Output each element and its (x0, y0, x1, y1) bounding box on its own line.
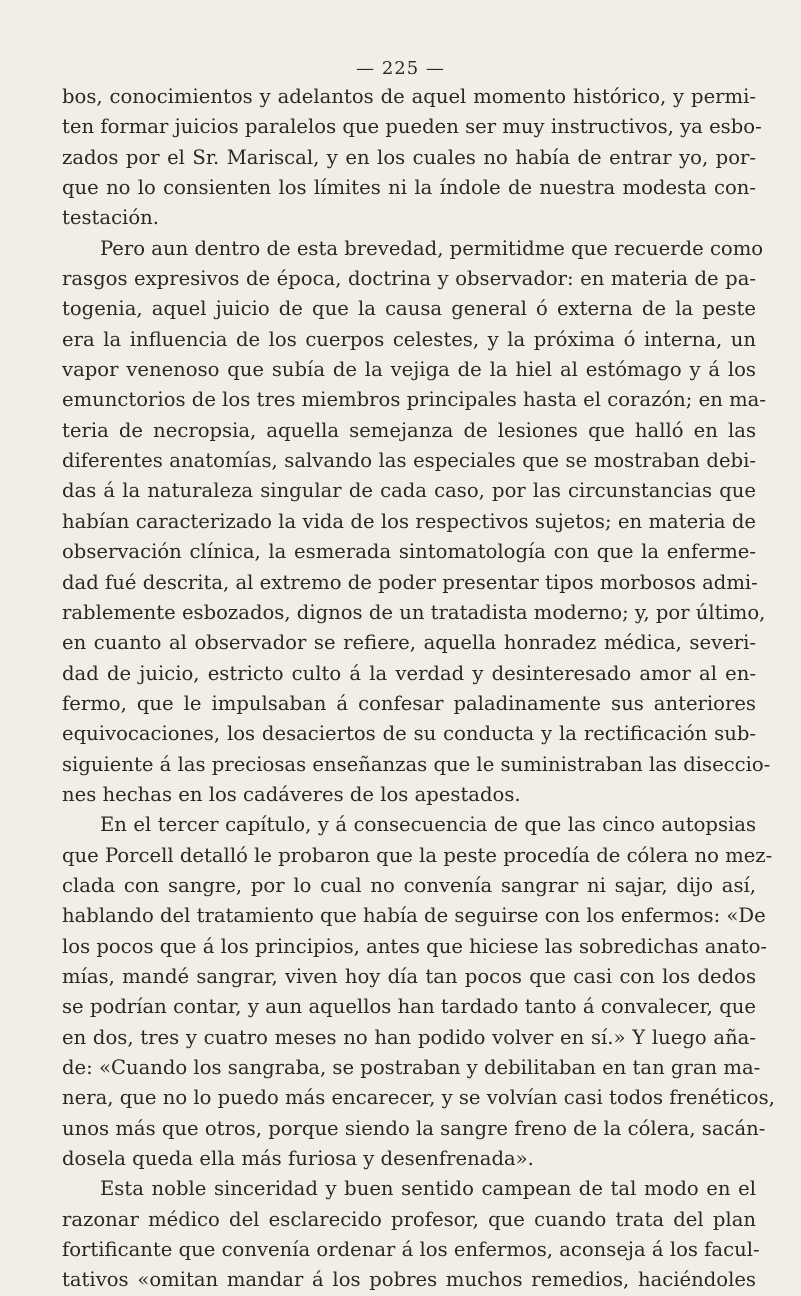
text-line: observación clínica, la esmerada sintomatología con que la enferme- (62, 540, 756, 564)
text-line: teria de necropsia, aquella semejanza de lesiones que halló en las (62, 418, 756, 442)
text-line: rablemente esbozados, dignos de un tratadista moderno; y, por último, (62, 600, 766, 624)
paragraph-start-line: Esta noble sinceridad y buen sentido campean de tal modo en el (100, 1177, 756, 1201)
text-line: habían caracterizado la vida de los respectivos sujetos; en materia de (62, 509, 756, 533)
paragraph-start-line: En el tercer capítulo, y á consecuencia de que las cinco autopsias (100, 813, 756, 837)
text-line: dad fué descrita, al extremo de poder presentar tipos morbosos admi- (62, 570, 758, 594)
text-line: de: «Cuando los sangraba, se postraban y debilitaban en tan gran ma- (62, 1056, 761, 1079)
text-line: clada con sangre, por lo cual no convenía sangrar ni sajar, dijo así, (62, 873, 756, 897)
text-line: siguiente á las preciosas enseñanzas que le suministraban las diseccio- (62, 752, 771, 776)
text-line: unos más que otros, porque siendo la sangre freno de la cólera, sacán- (62, 1116, 766, 1140)
text-line: que no lo consienten los límites ni la índole de nuestra modesta con- (62, 176, 756, 200)
text-line: razonar médico del esclarecido profesor, que cuando trata del plan (62, 1207, 756, 1231)
text-line: tativos «omitan mandar á los pobres muchos remedios, haciéndoles (62, 1268, 756, 1292)
text-line: en dos, tres y cuatro meses no han podido volver en sí.» Y luego aña- (62, 1025, 756, 1049)
text-line: los pocos que á los principios, antes que hiciese las sobredichas anato- (62, 934, 768, 958)
page-number: — 225 — (356, 58, 445, 79)
text-line: fortificante que convenía ordenar á los enfermos, aconseja á los facul- (62, 1238, 760, 1262)
text-line: en cuanto al observador se refiere, aquella honradez médica, severi- (62, 631, 756, 655)
text-line: mías, mandé sangrar, viven hoy día tan pocos que casi con los dedos (62, 964, 756, 988)
text-line: se podrían contar, y aun aquellos han tardado tanto á convalecer, que (62, 995, 756, 1019)
text-line: nera, que no lo puedo más encarecer, y se volvían casi todos frenéticos, (62, 1086, 775, 1110)
paragraph-start-line: Pero aun dentro de esta brevedad, permitidme que recuerde como (100, 236, 764, 260)
text-line: togenia, aquel juicio de que la causa general ó externa de la peste (62, 297, 756, 321)
text-line: zados por el Sr. Mariscal, y en los cuales no había de entrar yo, por- (62, 145, 756, 169)
text-line: rasgos expresivos de época, doctrina y observador: en materia de pa- (62, 267, 756, 291)
text-line: dosela queda ella más furiosa y desenfrenada». (62, 1147, 534, 1171)
text-line: nes hechas en los cadáveres de los apestados. (62, 782, 521, 806)
text-line: testación. (62, 206, 159, 230)
text-line: equivocaciones, los desaciertos de su conducta y la rectificación sub- (62, 722, 756, 746)
text-line: bos, conocimientos y adelantos de aquel momento histórico, y permi- (62, 85, 756, 108)
text-line: ten formar juicios paralelos que pueden ser muy instructivos, ya esbo- (62, 115, 762, 139)
body-text (62, 82, 775, 1296)
text-line: era la influencia de los cuerpos celestes, y la próxima ó interna, un (62, 327, 756, 351)
text-line: diferentes anatomías, salvando las especiales que se mostraban debi- (62, 449, 756, 473)
text-line: emunctorios de los tres miembros principales hasta el corazón; en ma- (62, 388, 766, 412)
text-line: que Porcell detalló le probaron que la peste procedía de cólera no mez- (62, 843, 773, 867)
text-line: hablando del tratamiento que había de seguirse con los enfermos: «De (62, 904, 766, 928)
text-line: fermo, que le impulsaban á confesar paladinamente sus anteriores (62, 691, 756, 715)
text-line: vapor venenoso que subía de la vejiga de la hiel al estómago y á los (62, 358, 756, 382)
text-line: das á la naturaleza singular de cada caso, por las circunstancias que (62, 479, 756, 503)
text-line: dad de juicio, estricto culto á la verdad y desinteresado amor al en- (62, 661, 756, 685)
